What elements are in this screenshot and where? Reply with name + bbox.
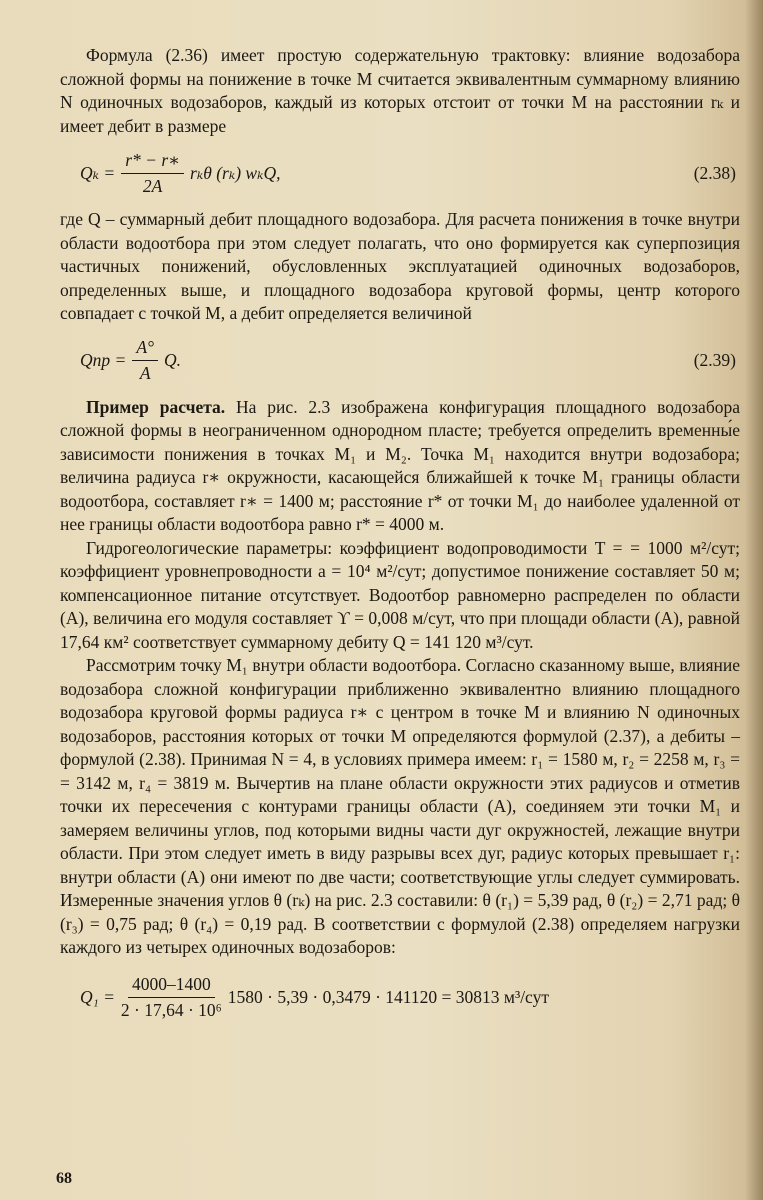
paragraph-3 — [60, 396, 740, 537]
paragraph-5: Рассмотрим точку M₁ внутри области водоотбора. Согласно сказанному выше, влияние водозабора сложной конфигурации приближенно эквивалентно влиянию площадного водозабора круговой формы радиуса r∗ с центром в точке M и влиянию N одиночных водозаборов, расстояния которых от точки M определяются формулой (2.37), а дебиты – формулой (2.38). Принимая N = 4, в условиях примера имеем: r₁ = 1580 м, r₂ = 2258 м, r₃ = = 3142 м, r₄ = 3819 м. Вычертив на плане области окружности этих радиусов и отметив точки их пересечения с контурами границы области (A), соединяем эти точки M₁ и замеряем величины углов, под которыми видны части дуг окружностей, лежащие внутри области. При этом следует иметь в виду разрывы всех дуг, радиус которых превышает r₁: внутри области (A) они имеют по две части; соответствующие углы следует суммировать. Измеренные значения углов θ (rₖ) на рис. 2.3 составили: θ (r₁) = 5,39 рад, θ (r₂) = 2,71 рад; θ (r₃) = 0,75 рад; θ (r₄) = 0,19 рад. В соответствии с формулой (2.38) определяем нагрузки каждого из четырех одиночных водозаборов: — [60, 655, 740, 957]
eq239-rest: Q. — [164, 350, 182, 370]
page-number: 68 — [56, 1170, 72, 1187]
paragraph-2: где Q – суммарный дебит площадного водозабора. Для расчета понижения в точке внутри области водоотбора при этом следует полагать, что оно формируется как суперпозиция частичных понижений, обусловленных эксплуатацией одиночных водозаборов, определенных выше, и площадного водозабора круговой формы, центр которого совпадает с точкой M, а дебит определяется величиной — [60, 209, 740, 323]
equation-2-39 — [60, 332, 740, 390]
eq239-denominator: A — [139, 363, 151, 383]
eq238-numerator: r* − r∗ — [121, 150, 184, 174]
eq238-denominator: 2A — [142, 175, 163, 196]
page-content — [60, 44, 740, 1034]
eq238-fraction — [121, 150, 184, 197]
equation-2-38 — [60, 144, 740, 202]
equation-q1 — [60, 968, 740, 1028]
eq238-rest: rₖθ (rₖ) wₖQ, — [190, 162, 281, 183]
eq238-number: (2.38) — [693, 162, 736, 183]
eq239-lhs: Qпр = — [80, 350, 127, 370]
eq239-number: (2.39) — [693, 350, 736, 370]
eqq1-fraction — [121, 974, 222, 1021]
eq238-lhs: Qₖ = — [80, 162, 116, 183]
eq239-numerator: A° — [132, 337, 158, 361]
eqq1-rest: 1580 · 5,39 · 0,3479 · 141120 = 30813 м³/сут — [227, 987, 549, 1007]
paragraph-3-body: На рис. 2.3 изображена конфигурация площадного водозабора сложной формы в неограниченном однородном пласте; требуется определить временны́е зависимости понижения в точках M₁ и M₂. Точка M₁ находится внутри водозабора; величина радиуса r∗ окружности, касающейся ближайшей к точке M₁ границы области водоотбора, составляет r∗ = 1400 м; расстояние r* от точки M₁ до наиболее удаленной от нее границы области водоотбора равно r* = 4000 м. — [60, 396, 740, 534]
eqq1-denominator: 2 · 17,64 · 10⁶ — [120, 1000, 222, 1020]
page-edge-shadow — [745, 0, 763, 1200]
example-heading: Пример расчета. — [86, 396, 226, 417]
paragraph-4: Гидрогеологические параметры: коэффициент водопроводимости T = = 1000 м²/сут; коэффициент уровнепроводности a = 10⁴ м²/сут; допустимое понижение составляет 50 м; компенсационное питание отсутствует. Водоотбор равномерно распределен по области (A), величина его модуля составляет ϒ = 0,008 м/сут, что при площади области (A), равной 17,64 км² соответствует суммарному дебиту Q = 141 120 м³/сут. — [60, 537, 740, 652]
eqq1-lhs: Q₁ = — [80, 987, 115, 1007]
eqq1-numerator: 4000–1400 — [128, 974, 215, 998]
eq239-fraction — [132, 337, 158, 384]
paragraph-1: Формула (2.36) имеет простую содержательную трактовку: влияние водозабора сложной формы на понижение в точке M считается эквивалентным суммарному влиянию N одиночных водозаборов, каждый из которых отстоит от точки M на расстоянии rₖ и имеет дебит в размере — [60, 45, 740, 136]
